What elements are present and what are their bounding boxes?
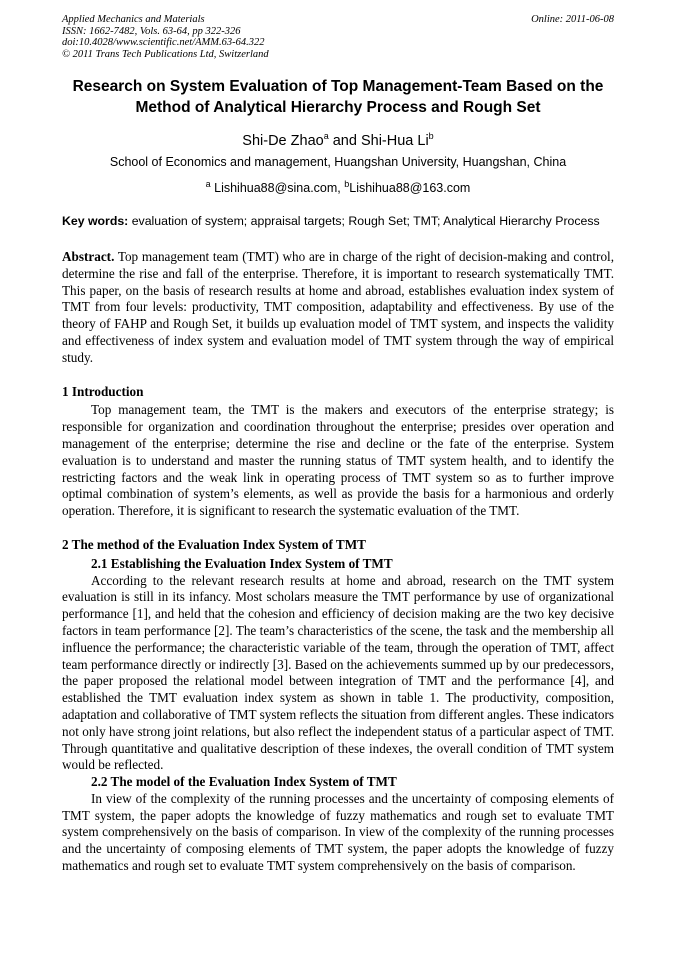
doi-line: doi:10.4028/www.scientific.net/AMM.63-64.322 xyxy=(62,37,265,48)
title-line-2: Method of Analytical Hierarchy Process and Rough Set xyxy=(135,99,541,116)
section-2-1-paragraph: According to the relevant research results at home and abroad, research on the TMT system evaluation is still in its infancy. Most scholars measure the TMT performance by use of organizational performance [1], and held that the cohesion and efficiency of decision making are the two key decisive factors in team performance [2]. The team’s characteristics of the scene, the task and the membership all influence the performance; the characteristic variable of the team, through the operation of TMT, affect team performance directly or indirectly [3]. Based on the achievements summed up by our predecessors, the paper proposed the relational model between integration of TMT and the performance [4], and established the TMT evaluation index system as shown in table 1. The productivity, composition, adaptation and collaborative of TMT system reflects the situation from different angles. These indicators not only have strong joint relations, but also reflect the independent status of a particular aspect of TMT. Through quantitative and qualitative description of these indexes, the overall condition of TMT system would be reflected. xyxy=(62,572,615,773)
author-list xyxy=(62,126,614,151)
author-separator: and xyxy=(328,132,361,149)
email-a: Lishihua88@sina.com, xyxy=(210,180,345,195)
online-date: Online: 2011-06-08 xyxy=(531,14,614,25)
copyright-line: © 2011 Trans Tech Publications Ltd, Switzerland xyxy=(62,48,269,60)
author-2: Shi-Hua Li xyxy=(360,132,429,149)
author-2-affil-mark: b xyxy=(428,131,434,141)
author-1-affil-mark: a xyxy=(323,131,329,141)
keywords-label: Key words: xyxy=(62,213,129,228)
keywords xyxy=(62,213,614,230)
section-2-2-paragraph: In view of the complexity of the running processes and the uncertainty of composing elements of TMT system, the paper adopts the knowledge of fuzzy mathematics and rough set to evaluate TMT system comprehensively on the basis of comparison. In view of the complexity of the running processes and the uncertainty of composing elements of TMT system, the paper adopts the knowledge of fuzzy mathematics and rough set to evaluate TMT system comprehensively on the basis of comparison. xyxy=(62,790,614,874)
journal-name: Applied Mechanics and Materials xyxy=(62,14,205,25)
issn-line: ISSN: 1662-7482, Vols. 63-64, pp 322-326 xyxy=(62,25,241,37)
keywords-text: evaluation of system; appraisal targets; Rough Set; TMT; Analytical Hierarchy Process xyxy=(128,213,600,228)
paper-title xyxy=(62,76,614,118)
section-2-1-heading: 2.1 Establishing the Evaluation Index System of TMT xyxy=(91,555,393,571)
author-1: Shi-De Zhao xyxy=(242,132,324,149)
section-1-heading: 1 Introduction xyxy=(62,383,144,399)
abstract-text: Top management team (TMT) who are in charge of the right of decision-making and control, determine the rise and fall of the enterprise. Therefore, it is important to research systematically TMT. This paper, on the basis of research results at home and abroad, establishes evaluation index system of TMT from four levels: productivity, TMT composition, adaptability and effectiveness. By use of the theory of FAHP and Rough Set, it builds up evaluation model of TMT system, and inspects the validity and effectiveness of index system and evaluation model of TMT system through the way of empirical study. xyxy=(62,248,614,365)
email-b: Lishihua88@163.com xyxy=(349,180,471,195)
paper-page xyxy=(62,14,614,875)
abstract xyxy=(62,249,614,367)
section-1-paragraph: Top management team, the TMT is the makers and executors of the enterprise strategy; is responsible for organization and coordination throughout the enterprise; presides over operation and management of the enterprise; determine the rise and decline or the fate of the enterprise. System evaluation is to understand and master the running status of TMT system health, and to identify the restricting factors and the weak link in operating process of TMT system so as to further improve optimal combination of system’s elements, as well as provide the basis for a harmonious and orderly operation. Therefore, it is significant to research the systematic evaluation of the TMT. xyxy=(62,402,614,519)
affiliation: School of Economics and management, Huangshan University, Huangshan, China xyxy=(109,154,567,169)
journal-header xyxy=(62,14,614,60)
author-emails xyxy=(62,176,614,197)
abstract-label: Abstract. xyxy=(62,248,115,264)
section-2-2-heading: 2.2 The model of the Evaluation Index System of TMT xyxy=(91,774,397,790)
title-line-1: Research on System Evaluation of Top Management-Team Based on the xyxy=(72,78,604,95)
email-b-mark: b xyxy=(344,178,350,189)
email-a-mark: a xyxy=(205,178,211,189)
section-2-heading: 2 The method of the Evaluation Index System of TMT xyxy=(62,536,366,552)
